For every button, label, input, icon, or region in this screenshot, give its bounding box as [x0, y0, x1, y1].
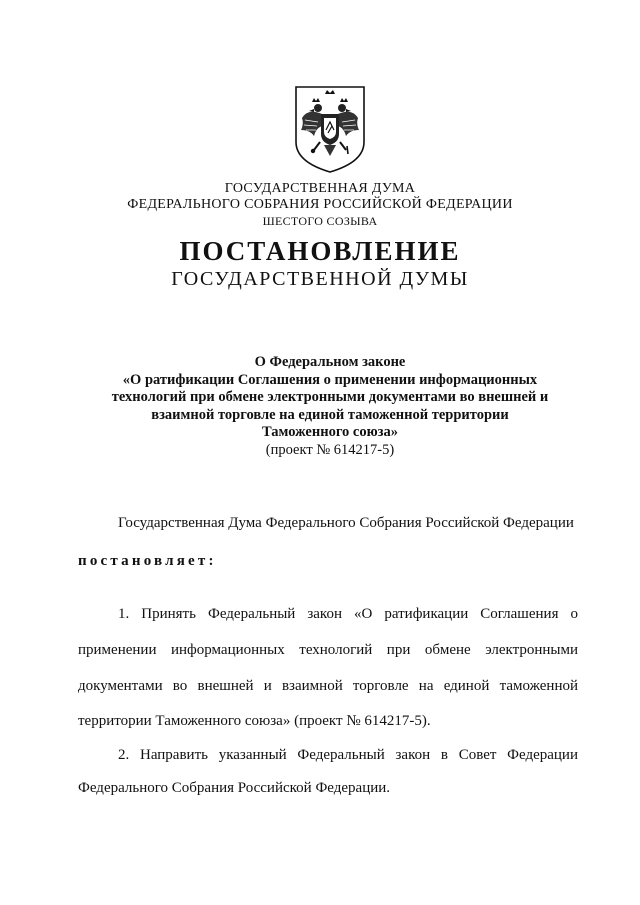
- subject-line-2: «О ратификации Соглашения о применении информационных: [122, 371, 538, 388]
- header-line-2: ФЕДЕРАЛЬНОГО СОБРАНИЯ РОССИЙСКОЙ ФЕДЕРАЦИИ: [127, 197, 513, 212]
- decree-word: постановляет:: [78, 553, 217, 569]
- document-subtitle: ГОСУДАРСТВЕННОЙ ДУМЫ: [171, 268, 469, 290]
- subject-line-1: О Федеральном законе: [254, 354, 406, 370]
- item1-line-3: документами во внешней и взаимной торговле на единой таможенной: [78, 678, 578, 694]
- subject-line-4: взаимной торговле на единой таможенной территории: [151, 406, 509, 423]
- header-line-1: ГОСУДАРСТВЕННАЯ ДУМА: [224, 181, 416, 196]
- header-line-3: ШЕСТОГО СОЗЫВА: [262, 214, 378, 228]
- item1-line-2: применении информационных технологий при обмене электронными: [78, 642, 578, 658]
- subject-line-5: Таможенного союза»: [261, 424, 399, 440]
- item1-line-1: 1. Принять Федеральный закон «О ратификации Соглашения о: [118, 606, 578, 622]
- item1-line-4: территории Таможенного союза» (проект № 614217-5).: [78, 713, 431, 729]
- item2-line-2: Федерального Собрания Российской Федерации.: [78, 780, 391, 796]
- document-title: ПОСТАНОВЛЕНИЕ: [179, 236, 461, 266]
- intro-text: Государственная Дума Федерального Собрания Российской Федерации: [118, 515, 574, 531]
- coat-of-arms-emblem: [292, 84, 368, 174]
- subject-line-6: (проект № 614217-5): [265, 441, 395, 458]
- subject-block: [60, 354, 600, 459]
- subject-line-3: технологий при обмене электронными документами во внешней и: [111, 389, 549, 405]
- item2-line-1: 2. Направить указанный Федеральный закон в Совет Федерации: [118, 747, 578, 763]
